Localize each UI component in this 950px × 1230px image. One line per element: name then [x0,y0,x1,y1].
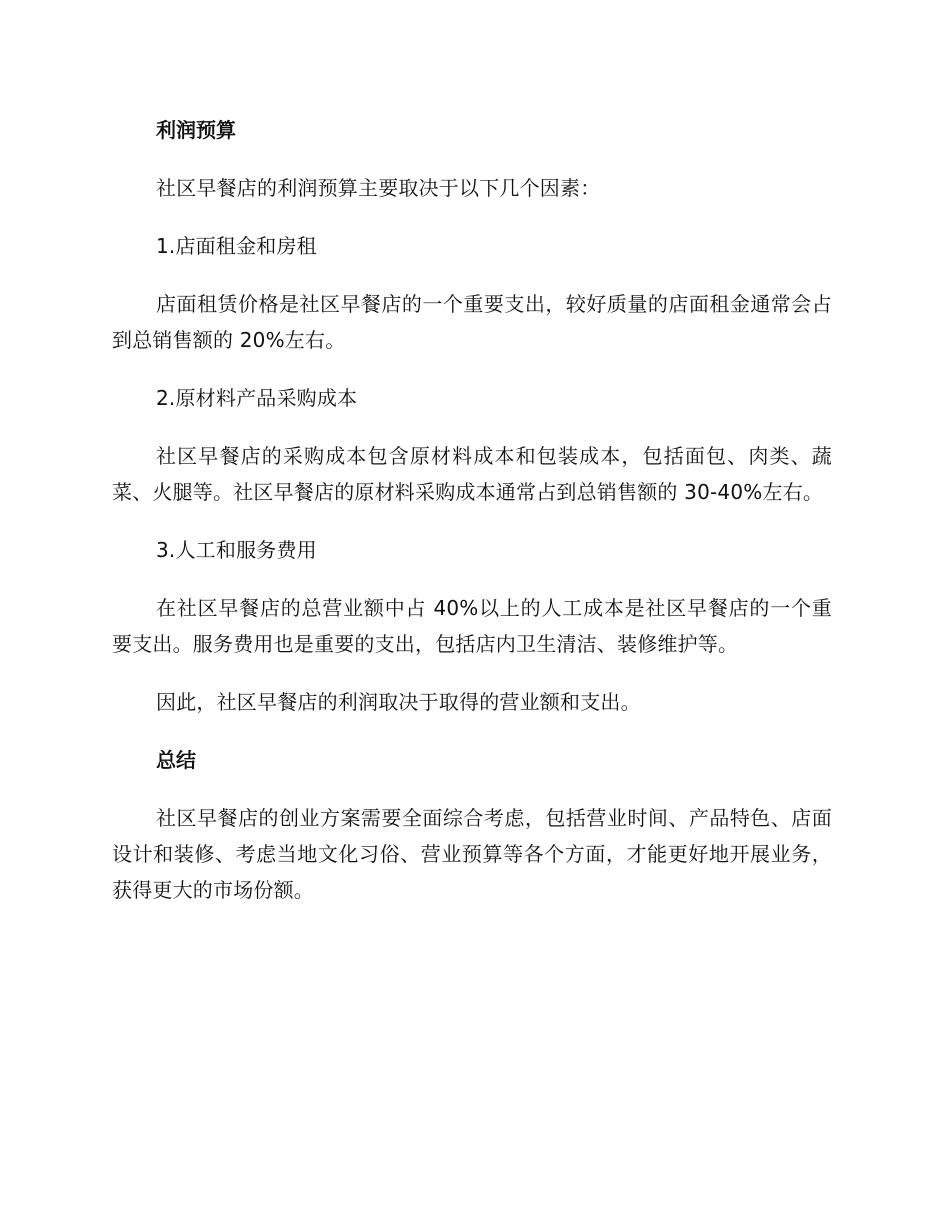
item-body-rent: 店面租赁价格是社区早餐店的一个重要支出，较好质量的店面租金通常会占到总销售额的 20%左右。 [112,292,832,352]
document-content [112,112,832,930]
item-body-materials: 社区早餐店的采购成本包含原材料成本和包装成本，包括面包、肉类、蔬菜、火腿等。社区早餐店的原材料采购成本通常占到总销售额的 30-40%左右。 [112,444,832,504]
item-title-labor: 3.人工和服务费用 [156,538,317,562]
item-title-materials: 2.原材料产品采购成本 [156,386,358,410]
summary-body: 社区早餐店的创业方案需要全面综合考虑，包括营业时间、产品特色、店面设计和装修、考虑当地文化习俗、营业预算等各个方面，才能更好地开展业务，获得更大的市场份额。 [112,806,832,902]
section-heading-profit-budget: 利润预算 [156,118,236,142]
item-body-labor: 在社区早餐店的总营业额中占 40%以上的人工成本是社区早餐店的一个重要支出。服务费用也是重要的支出，包括店内卫生清洁、装修维护等。 [112,596,832,656]
section-conclusion: 因此，社区早餐店的利润取决于取得的营业额和支出。 [156,690,641,714]
section-heading-summary: 总结 [156,748,196,772]
item-title-rent: 1.店面租金和房租 [156,234,317,258]
section-intro: 社区早餐店的利润预算主要取决于以下几个因素： [156,176,601,200]
